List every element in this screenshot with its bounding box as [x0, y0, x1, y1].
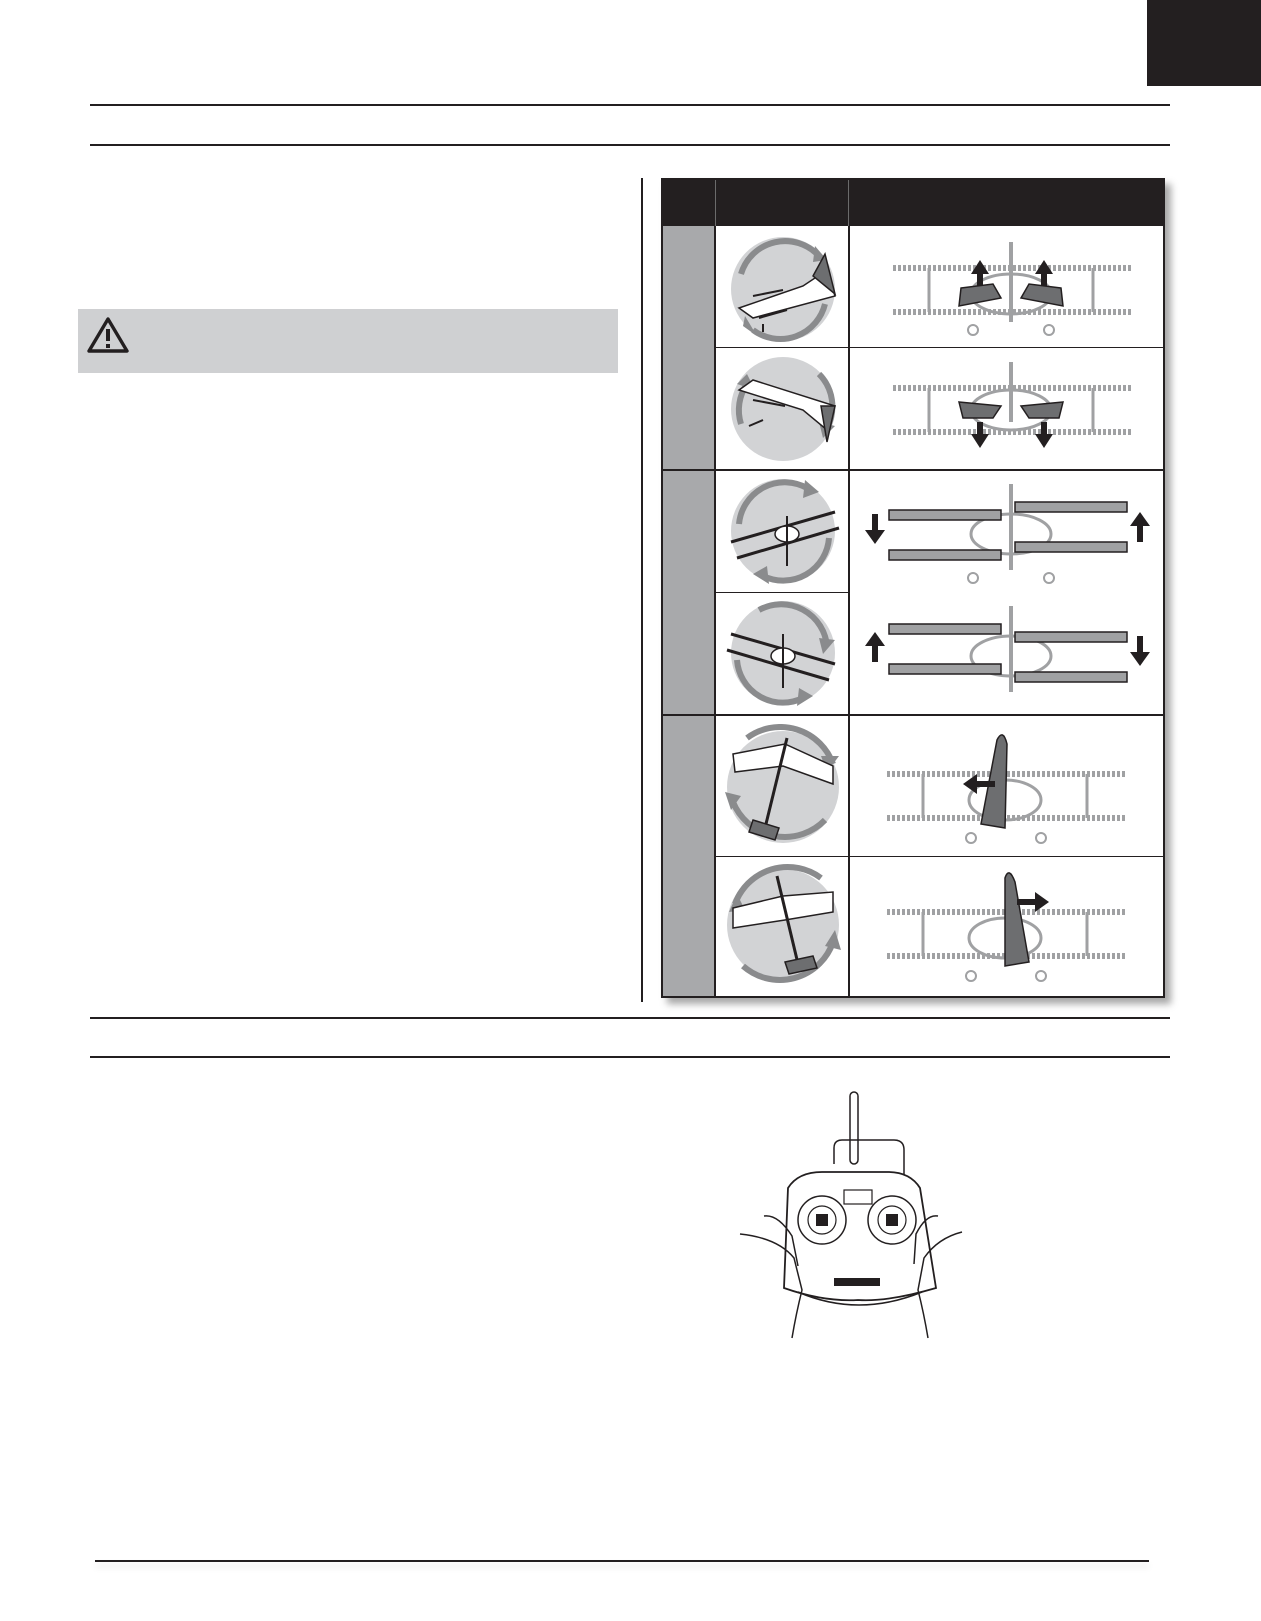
plane-roll-right-icon [723, 476, 843, 586]
control-response-table [661, 178, 1165, 998]
rudder-left-response [853, 720, 1159, 852]
table-header [663, 180, 1163, 226]
section-rule-top [90, 104, 1170, 106]
section-rule-middle-2 [90, 1056, 1170, 1058]
plane-pitch-down-icon [723, 354, 843, 464]
warning-triangle-icon [86, 315, 130, 355]
section-rule-top-2 [90, 144, 1170, 146]
hands-holding-transmitter-icon [738, 1088, 964, 1340]
rudder-right-response [853, 858, 1159, 992]
warning-box [78, 309, 618, 373]
plane-roll-left-icon [723, 598, 843, 708]
group-column [663, 226, 715, 996]
aileron-right-response [853, 474, 1159, 590]
aileron-left-response [853, 596, 1159, 712]
group-divider [663, 714, 715, 716]
plane-yaw-right-icon [723, 862, 843, 988]
language-tab [1147, 0, 1261, 86]
section-rule-middle [90, 1017, 1170, 1019]
group-divider [663, 469, 715, 471]
column-divider [641, 178, 643, 1002]
plane-pitch-up-icon [723, 234, 843, 344]
elevator-up-response [853, 232, 1159, 344]
footer-rule [95, 1560, 1149, 1562]
elevator-down-response [853, 352, 1159, 464]
plane-yaw-left-icon [723, 724, 843, 850]
